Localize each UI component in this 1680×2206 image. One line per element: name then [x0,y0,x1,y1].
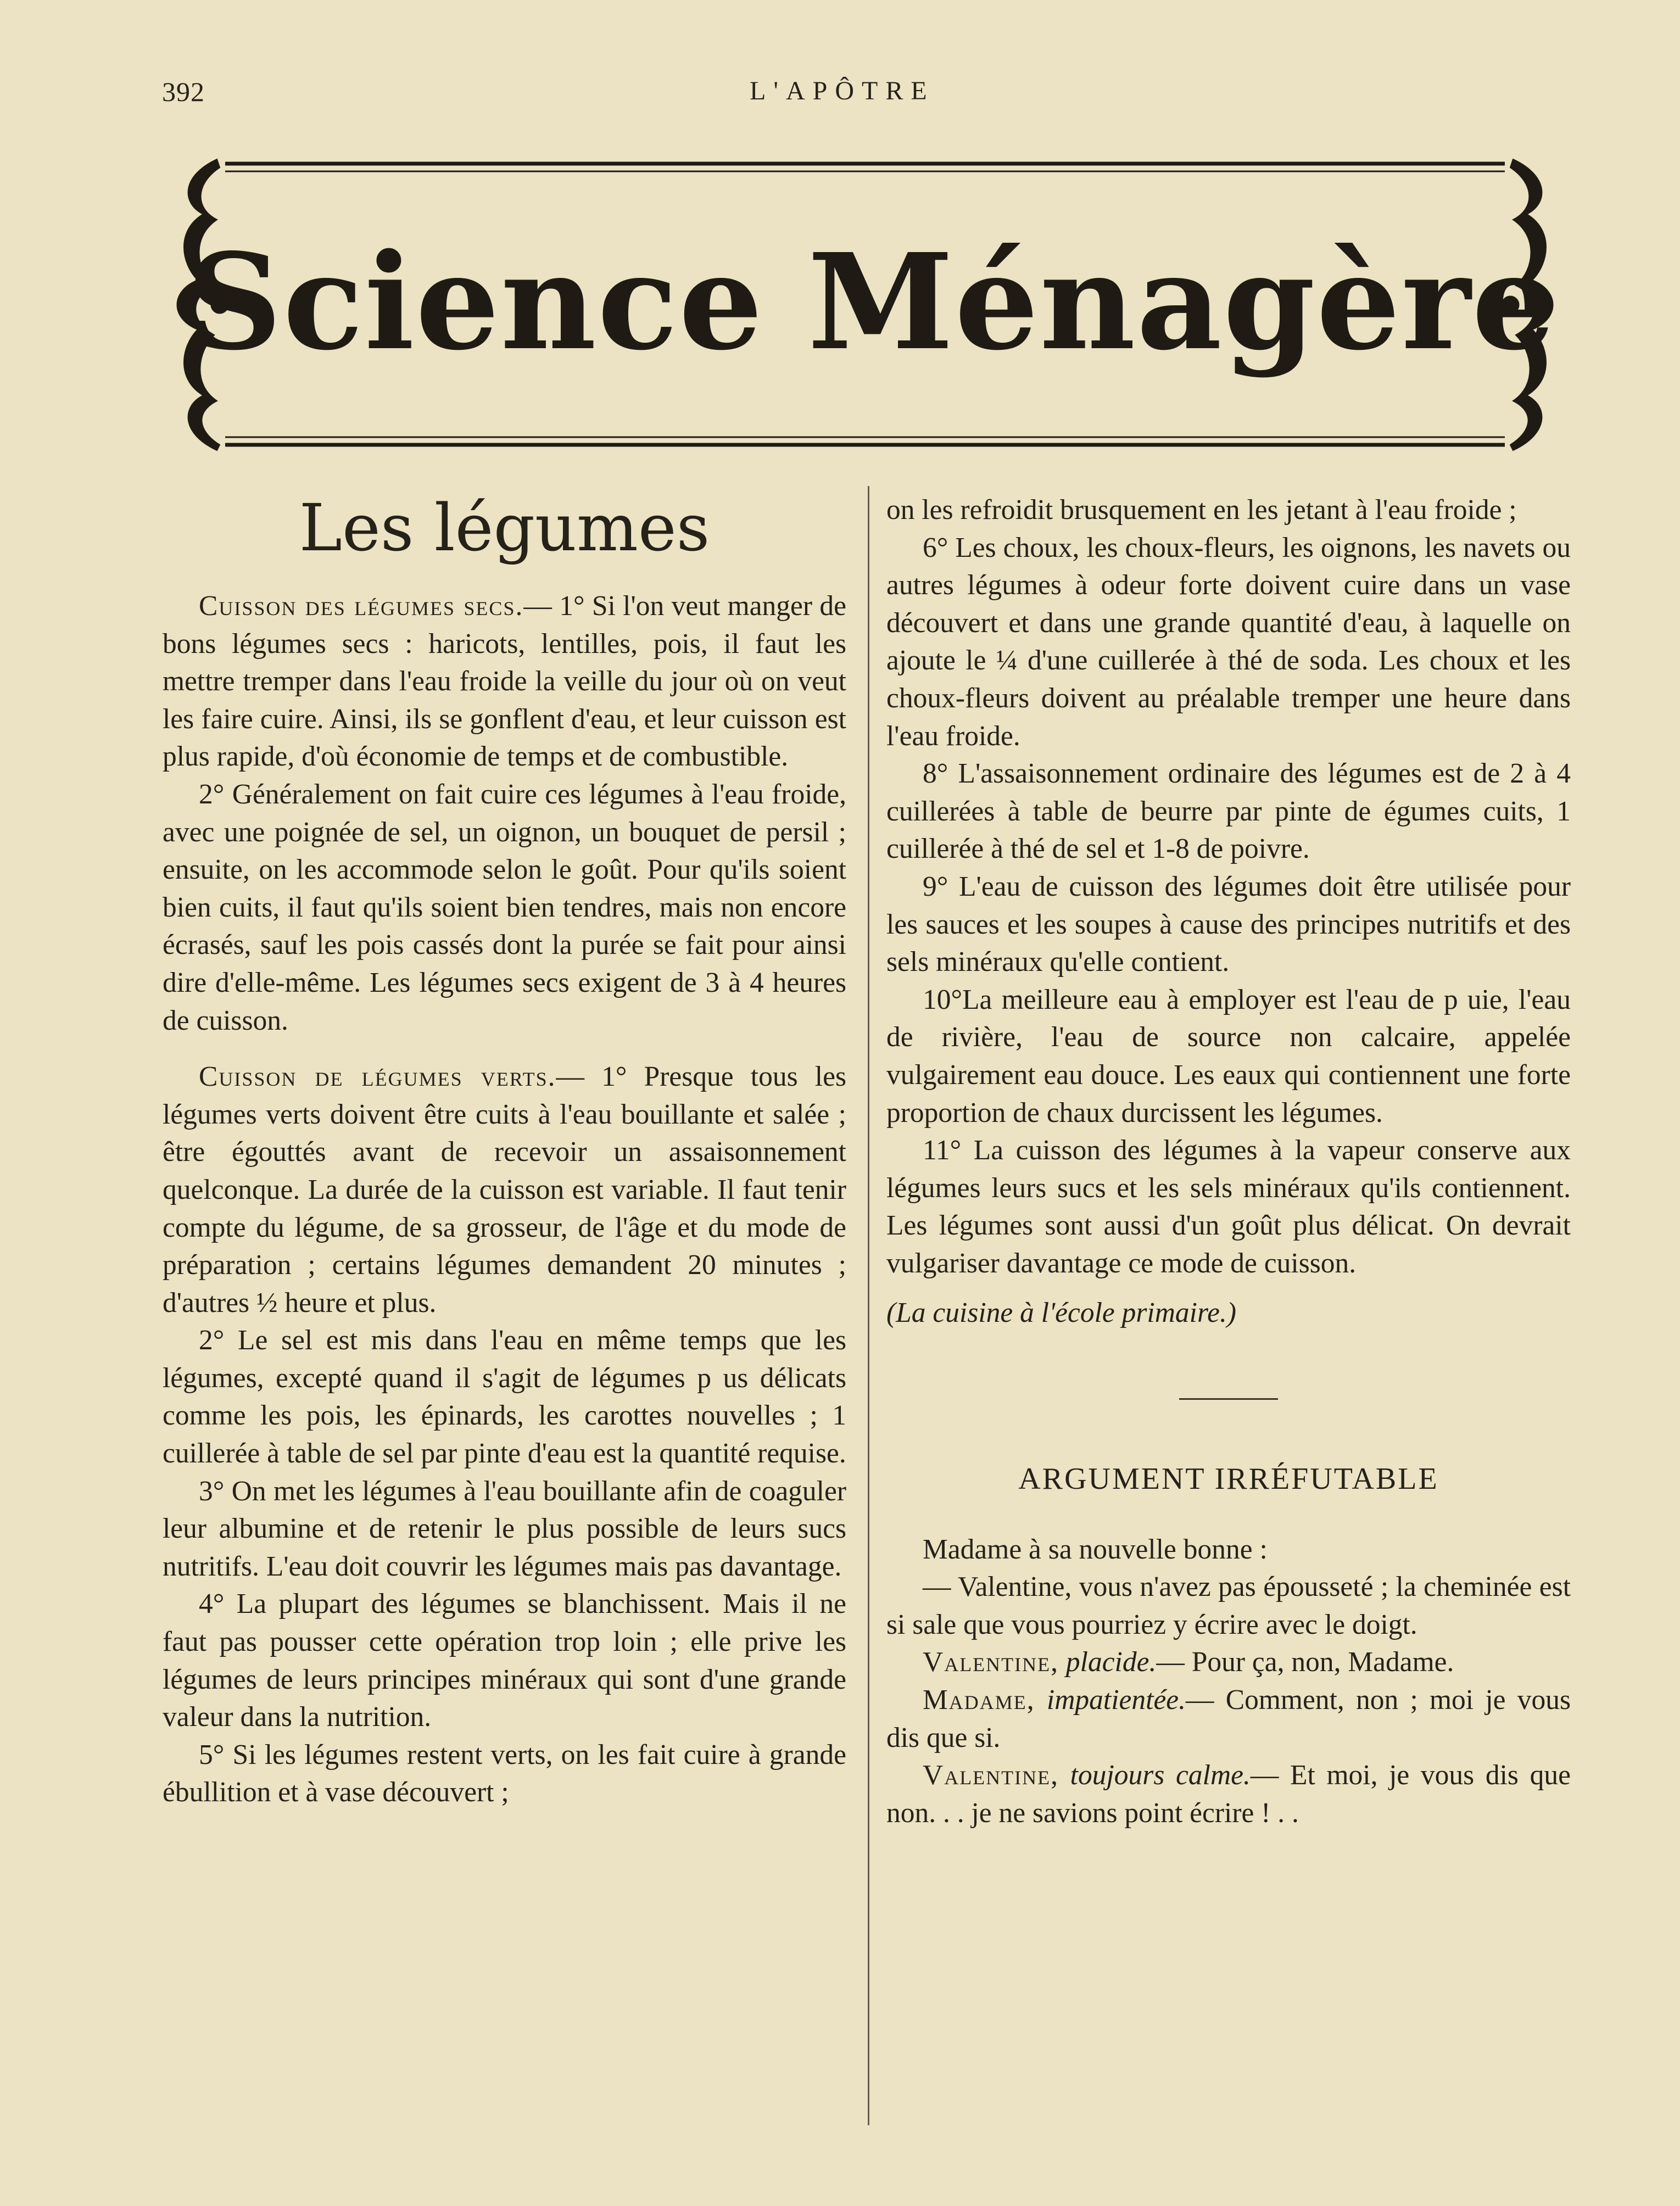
paragraph: 8° L'assaisonnement ordinaire des légumes est de 2 à 4 cuillerées à table de beurre par pinte de égumes cuits, 1 cuillerée à thé de sel et 1-8 de poivre. [886,758,1571,865]
subsection-label: Cuisson de légumes verts. [199,1061,556,1093]
dialogue-text: — Comment, non ; moi je vous dis que si. [886,1684,1571,1753]
banner-word-menagere: Ménagère [807,225,1557,379]
title-banner [165,154,1565,459]
speaker-name: Valentine, [923,1646,1059,1678]
running-title: L'APÔTRE [750,76,935,105]
left-column [163,483,846,1812]
paragraph: 9° L'eau de cuisson des légumes doit être utilisée pour les sauces et les soupes à cause des principes nutritifs et des sels minéraux qu'elle contient. [886,870,1571,978]
dialogue-line: — Valentine, vous n'avez pas épousseté ; la cheminée est si sale que vous pourriez y écrire avec le doigt. [886,1571,1571,1640]
paragraph [163,1058,846,1322]
page-number: 392 [162,76,205,107]
subsection-label: Cuisson des légumes secs. [199,590,524,622]
paragraph: 11° La cuisson des légumes à la vapeur conserve aux légumes leurs sucs et les sels minéraux qu'ils contiennent. Les légumes sont aussi d'un goût plus délicat. On devrait vulgariser davantage ce mode de cuisson. [886,1135,1571,1279]
anecdote-intro: Madame à sa nouvelle bonne : [923,1533,1268,1565]
paragraph: 4° La plupart des légumes se blanchissent. Mais il ne faut pas pousser cette opération trop loin ; elle prive les légumes de leurs principes minéraux qui sont d'une grande valeur dans la nutrition. [163,1588,846,1733]
paragraph: 2° Généralement on fait cuire ces légumes à l'eau froide, avec une poignée de sel, un oignon, un bouquet de persil ; ensuite, on les accommode selon le goût. Pour qu'ils soient bien cuits, il faut qu'ils soient bien tendres, mais non encore écrasés, sauf les pois cassés dont la purée se fait pour ainsi dire d'elle-même. Les légumes secs exigent de 3 à 4 heures de cuisson. [163,778,846,1036]
paragraph: 6° Les choux, les choux-fleurs, les oignons, les navets ou autres légumes à odeur forte doivent cuire dans un vase découvert et dans une grande quantité d'eau, à laquelle on ajoute le ¼ d'une cuillerée à thé de soda. Les choux et les choux-fleurs doivent au préalable tremper une heure dans l'eau froide. [886,532,1571,752]
paragraph [163,588,846,776]
paragraph: 3° On met les légumes à l'eau bouillante afin de coaguler leur albumine et de retenir le plus possible de leurs sucs nutritifs. L'eau doit couvrir les légumes mais pas davantage. [163,1475,846,1582]
paragraph-text: — 1° Si l'on veut manger de bons légumes secs : haricots, lentilles, pois, il faut les mettre tremper dans l'eau froide la veille du jour où on veut les faire cuire. Ainsi, ils se gonflent d'eau, et leur cuisson est plus rapide, d'où économie de temps et de combustible. [163,590,846,773]
section-separator [1179,1398,1278,1400]
stage-direction: impatientée. [1046,1684,1186,1716]
source-citation: (La cuisine à l'école primaire.) [886,1297,1236,1329]
page-header [162,76,1576,120]
anecdote-title: ARGUMENT IRRÉFUTABLE [1018,1462,1439,1496]
dialogue-line [886,1682,1571,1757]
stage-direction: placide. [1065,1646,1157,1678]
banner-word-science: Science [187,225,764,379]
article-title: Les légumes [299,490,710,566]
dialogue-line [886,1644,1571,1682]
dialogue-text: — Et moi, je vous dis que non. . . je ne savions point écrire ! . . [886,1760,1571,1829]
paragraph: 5° Si les légumes restent verts, on les fait cuire à grande ébullition et à vase découvert ; [163,1739,846,1808]
speaker-name: Valentine, [923,1760,1059,1791]
paragraph: on les refroidit brusquement en les jetant à l'eau froide ; [886,494,1517,526]
stage-direction: toujours calme. [1070,1760,1251,1791]
paragraph-text: — 1° Presque tous les légumes verts doivent être cuits à l'eau bouillante et salée ; être égouttés avant de recevoir un assaisonnement quelconque. La durée de la cuisson est variable. Il faut tenir compte du légume, de sa grosseur, de l'âge et du mode de préparation ; certains légumes demandent 20 minutes ; d'autres ½ heure et plus. [163,1061,846,1319]
dialogue-line [886,1757,1571,1832]
paragraph: 10°La meilleure eau à employer est l'eau de p uie, l'eau de rivière, l'eau de source non calcaire, appelée vulgairement eau douce. Les eaux qui contiennent une forte proportion de chaux durcissent les légumes. [886,984,1571,1129]
paragraph: 2° Le sel est mis dans l'eau en même temps que les légumes, excepté quand il s'agit de légumes p us délicats comme les pois, les épinards, les carottes nouvelles ; 1 cuillerée à table de sel par pinte d'eau est la quantité requise. [163,1325,846,1470]
column-divider [868,486,869,2125]
right-column [886,492,1571,1832]
dialogue-text: — Pour ça, non, Madame. [1156,1646,1454,1678]
section-banner-title [165,225,1565,379]
speaker-name: Madame, [923,1684,1035,1716]
